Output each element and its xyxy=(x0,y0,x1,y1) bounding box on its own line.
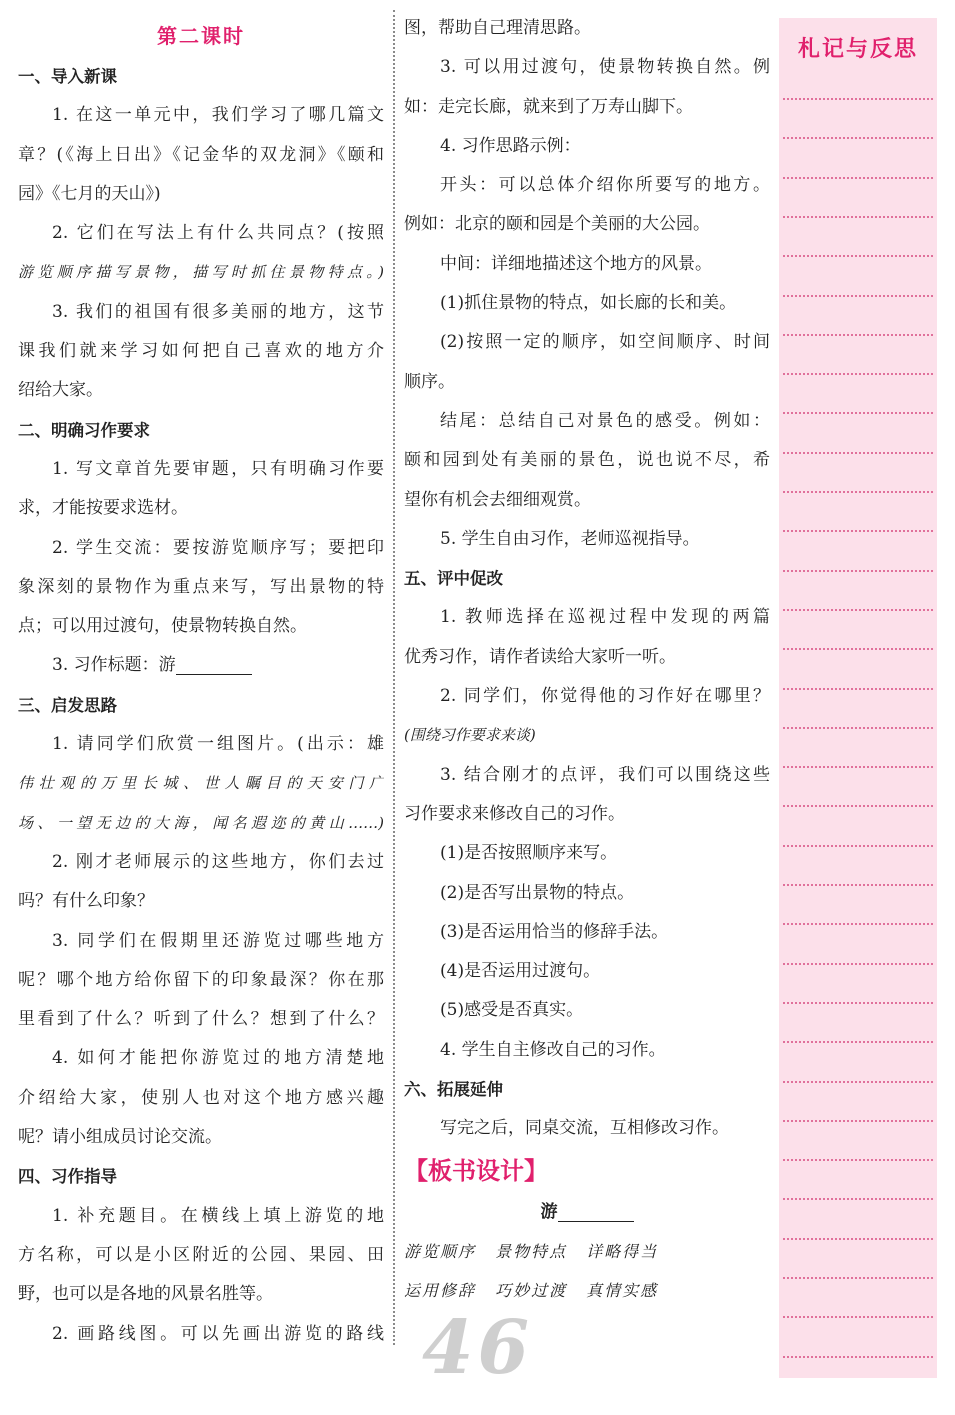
paragraph-line: 呢？请小组成员讨论交流。 xyxy=(18,1127,222,1148)
note-rule-line xyxy=(783,805,933,807)
paragraph-line: (2)按照一定的顺序，如空间顺序、时间 xyxy=(440,332,770,353)
column-divider xyxy=(393,10,395,1345)
paragraph-line: 2. 画路线图。可以先画出游览的路线 xyxy=(52,1323,384,1344)
note-rule-line xyxy=(783,884,933,886)
paragraph-line: 3. 我们的祖国有很多美丽的地方，这节 xyxy=(52,301,384,322)
paragraph-line: 1. 在这一单元中，我们学习了哪几篇文 xyxy=(52,105,384,126)
note-rule-line xyxy=(783,1198,933,1200)
note-rule-line xyxy=(783,98,933,100)
note-rule-line xyxy=(783,727,933,729)
paragraph-line: 3. 结合刚才的点评，我们可以围绕这些 xyxy=(440,764,770,785)
left-text xyxy=(18,57,384,1354)
notes-title: 札记与反思 xyxy=(797,37,918,62)
paragraph-line: 游览顺序描写景物，描写时抓住景物特点。) xyxy=(18,263,384,282)
paragraph-line: 写完之后，同桌交流，互相修改习作。 xyxy=(440,1118,729,1139)
section-heading: 四、习作指导 xyxy=(18,1167,117,1187)
checklist-item: (2)是否写出景物的特点。 xyxy=(440,882,635,903)
paragraph-line: 1. 补充题目。在横线上填上游览的地 xyxy=(52,1205,384,1226)
paragraph-line: 5. 学生自由习作，老师巡视指导。 xyxy=(440,528,700,549)
paragraph-line: 绍给大家。 xyxy=(18,380,103,401)
paragraph-line: 4. 习作思路示例： xyxy=(440,135,581,156)
note-rule-line xyxy=(783,1316,933,1318)
paragraph-line: 例如：北京的颐和园是个美丽的大公园。 xyxy=(404,214,710,235)
board-row: 运用修辞 巧妙过渡 真情实感 xyxy=(404,1281,659,1301)
paragraph-line: 1. 请同学们欣赏一组图片。(出示：雄 xyxy=(52,734,384,755)
note-rule-line xyxy=(783,530,933,532)
paragraph-line: 图，帮助自己理清思路。 xyxy=(404,18,591,38)
note-rule-line xyxy=(783,137,933,139)
note-rule-line xyxy=(783,412,933,414)
note-rule-line xyxy=(783,845,933,847)
paragraph-line: 1. 教师选择在巡视过程中发现的两篇 xyxy=(440,607,770,628)
paragraph-line: 中间：详细地描述这个地方的风景。 xyxy=(440,253,712,274)
checklist-item: (4)是否运用过渡句。 xyxy=(440,961,601,982)
paragraph-line: 求，才能按要求选材。 xyxy=(18,498,188,519)
note-rule-line xyxy=(783,1081,933,1083)
paragraph-line: 优秀习作，请作者读给大家听一听。 xyxy=(404,646,676,667)
section-heading: 五、评中促改 xyxy=(404,569,503,589)
checklist-item: (1)是否按照顺序来写。 xyxy=(440,843,618,864)
paragraph-line: 颐和园到处有美丽的景色，说也说不尽，希 xyxy=(404,450,770,471)
checklist-item: (3)是否运用恰当的修辞手法。 xyxy=(440,921,669,942)
paragraph-line: 2. 刚才老师展示的这些地方，你们去过 xyxy=(52,851,384,872)
note-rule-line xyxy=(783,373,933,375)
paragraph-line: 课我们就来学习如何把自己喜欢的地方介 xyxy=(18,341,384,362)
paragraph-line: 场、一望无边的大海，闻名遐迩的黄山……) xyxy=(18,813,384,832)
note-rule-line xyxy=(783,452,933,454)
note-rule-line xyxy=(783,923,933,925)
paragraph-line: (围绕习作要求来谈) xyxy=(404,726,536,745)
paragraph-line: (1)抓住景物的特点，如长廊的长和美。 xyxy=(440,293,737,314)
note-rule-line xyxy=(783,334,933,336)
board-center xyxy=(404,1193,770,1232)
paragraph-line: 呢？哪个地方给你留下的印象最深？你在那 xyxy=(18,969,384,990)
paragraph-line: 4. 如何才能把你游览过的地方清楚地 xyxy=(52,1048,384,1069)
paragraph-line: 野，也可以是各地的风景名胜等。 xyxy=(18,1284,273,1305)
paragraph-line: 伟壮观的万里长城、世人瞩目的天安门广 xyxy=(18,774,384,793)
paragraph-line: 习作要求来修改自己的习作。 xyxy=(404,803,625,824)
board-blank-line xyxy=(558,1199,634,1222)
paragraph-line: 章？(《海上日出》《记金华的双龙洞》《颐和 xyxy=(18,144,384,165)
note-rule-line xyxy=(783,1277,933,1279)
paragraph-line: 开头：可以总体介绍你所要写的地方。 xyxy=(440,175,770,196)
paragraph-line: 2. 学生交流：要按游览顺序写；要把印 xyxy=(52,537,384,558)
section-heading: 一、导入新课 xyxy=(18,67,117,86)
note-rule-line xyxy=(783,609,933,611)
board-design-title: 【板书设计】 xyxy=(404,1156,548,1185)
board-center-text: 游 xyxy=(540,1201,558,1222)
page-number: 46 xyxy=(422,1305,533,1391)
paragraph-line: 3. 可以用过渡句，使景物转换自然。例 xyxy=(440,57,770,78)
middle-text xyxy=(404,9,770,1311)
note-rule-line xyxy=(783,688,933,690)
paragraph-line xyxy=(18,646,384,685)
paragraph-line: 吗？有什么印象？ xyxy=(18,891,154,912)
note-rule-line xyxy=(783,766,933,768)
fill-blank-line xyxy=(176,652,252,675)
paragraph-line: 园》《七月的天山》) xyxy=(18,183,161,204)
lesson-title: 第二课时 xyxy=(157,24,245,48)
paragraph-line: 4. 学生自主修改自己的习作。 xyxy=(440,1039,666,1060)
title-prompt: 3. 习作标题：游 xyxy=(52,655,176,676)
note-rule-line xyxy=(783,1002,933,1004)
paragraph-line: 象深刻的景物作为重点来写，写出景物的特 xyxy=(18,576,384,597)
note-rule-line xyxy=(783,177,933,179)
note-rule-line xyxy=(783,570,933,572)
note-rule-line xyxy=(783,963,933,965)
notes-panel xyxy=(779,18,937,1378)
section-heading: 六、拓展延伸 xyxy=(404,1080,503,1100)
note-rule-line xyxy=(783,1159,933,1161)
paragraph-line: 如：走完长廊，就来到了万寿山脚下。 xyxy=(404,96,693,117)
section-heading: 二、明确习作要求 xyxy=(18,420,150,440)
paragraph-line: 顺序。 xyxy=(404,371,455,392)
note-rule-line xyxy=(783,648,933,650)
note-rule-line xyxy=(783,1120,933,1122)
paragraph-line: 2. 同学们，你觉得他的习作好在哪里？ xyxy=(440,686,770,707)
paragraph-line: 2. 它们在写法上有什么共同点？(按照 xyxy=(52,223,384,244)
note-rule-line xyxy=(783,295,933,297)
paragraph-line: 3. 同学们在假期里还游览过哪些地方 xyxy=(52,930,384,951)
note-rule-line xyxy=(783,216,933,218)
paragraph-line: 1. 写文章首先要审题，只有明确习作要 xyxy=(52,458,384,479)
section-heading: 三、启发思路 xyxy=(18,695,117,715)
paragraph-line: 结尾：总结自己对景色的感受。例如： xyxy=(440,410,770,431)
note-rule-line xyxy=(783,1356,933,1358)
note-rule-line xyxy=(783,491,933,493)
paragraph-line: 望你有机会去细细观赏。 xyxy=(404,489,591,510)
paragraph-line: 里看到了什么？听到了什么？想到了什么？ xyxy=(18,1009,384,1030)
checklist-item: (5)感受是否真实。 xyxy=(440,1000,584,1021)
paragraph-line: 方名称，可以是小区附近的公园、果园、田 xyxy=(18,1244,384,1265)
note-rule-line xyxy=(783,1041,933,1043)
note-rule-line xyxy=(783,1238,933,1240)
board-row: 游览顺序 景物特点 详略得当 xyxy=(404,1241,659,1261)
note-rule-line xyxy=(783,255,933,257)
paragraph-line: 介绍给大家，使别人也对这个地方感兴趣 xyxy=(18,1087,384,1108)
paragraph-line: 点；可以用过渡句，使景物转换自然。 xyxy=(18,616,307,637)
